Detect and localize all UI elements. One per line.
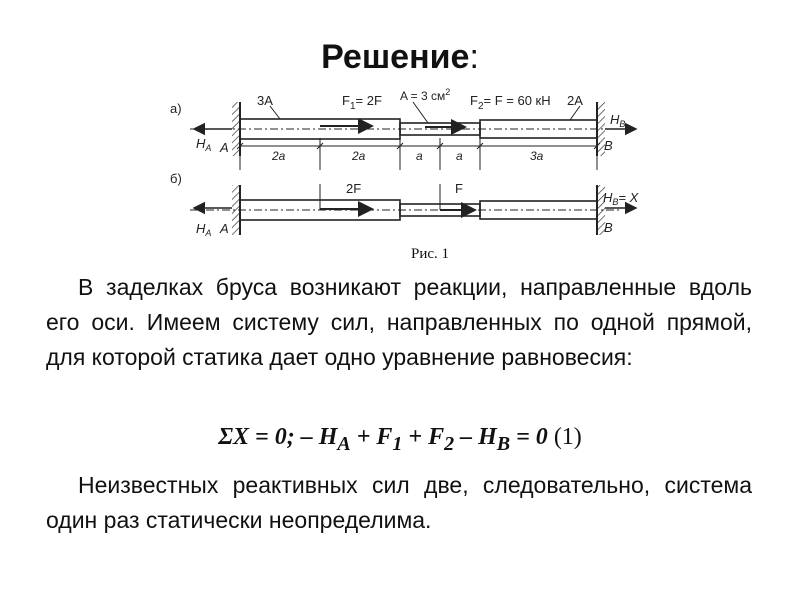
dim-2a-2: 2a bbox=[352, 149, 366, 163]
reaction-hb-b-symbol: H bbox=[603, 190, 613, 205]
reaction-ha-symbol: H bbox=[196, 136, 206, 151]
force-f2-value: = F = 60 кН bbox=[483, 93, 551, 108]
eq-sub-2: 1 bbox=[392, 432, 403, 455]
beam-figure bbox=[160, 80, 640, 240]
eq-part-5: = 0 bbox=[510, 424, 548, 450]
reaction-ha-b-symbol: H bbox=[196, 221, 206, 236]
reaction-ha-b-sub: A bbox=[205, 228, 212, 238]
dim-a-2: a bbox=[456, 149, 463, 163]
force-f2-sub: 2 bbox=[477, 101, 484, 112]
area-label bbox=[400, 87, 450, 103]
eq-part-2: + F bbox=[350, 424, 393, 450]
force-f2-label bbox=[470, 93, 551, 112]
support-a-b-label: A bbox=[220, 221, 229, 236]
force-f1-sub: 1 bbox=[349, 101, 356, 112]
reaction-hb-b-label bbox=[603, 190, 640, 207]
paragraph-1: В заделках бруса возникают реакции, направленные вдоль его оси. Имеем систему сил, направленных по одной прямой, для которой статика дает одно уравнение равновесия: bbox=[46, 274, 752, 370]
reaction-hb-b-value: = X bbox=[618, 190, 639, 205]
reaction-hb-symbol: H bbox=[610, 112, 620, 127]
eq-part-1: ΣX = 0; – H bbox=[218, 424, 338, 450]
force-f2-symbol: F bbox=[470, 93, 478, 108]
reaction-ha-sub: A bbox=[205, 143, 212, 153]
label-a: а) bbox=[170, 101, 182, 116]
title-colon: : bbox=[469, 38, 479, 76]
title-text: Решение bbox=[321, 38, 470, 76]
force-f-label: F bbox=[455, 181, 463, 196]
eq-part-3: + F bbox=[402, 424, 445, 450]
support-b-label: B bbox=[604, 138, 613, 153]
label-b: б) bbox=[170, 171, 182, 186]
reaction-hb-b-sub: B bbox=[612, 197, 619, 207]
figure-caption: Рис. 1 bbox=[410, 246, 450, 262]
dim-3a: 3a bbox=[530, 149, 544, 163]
reaction-ha-label bbox=[196, 136, 211, 153]
eq-part-4: – H bbox=[454, 424, 497, 450]
paragraph-2: Неизвестных реактивных сил две, следовательно, система один раз статически неопределима. bbox=[46, 472, 752, 533]
equation-number: (1) bbox=[553, 424, 582, 450]
equilibrium-equation bbox=[0, 424, 800, 456]
section-3a-label: 3A bbox=[257, 93, 273, 108]
support-b-b-label: B bbox=[604, 220, 613, 235]
section-2a-label: 2A bbox=[567, 93, 583, 108]
force-f1-value: = 2F bbox=[355, 93, 382, 108]
support-a-label: A bbox=[220, 140, 229, 155]
dim-a-1: a bbox=[416, 149, 423, 163]
area-sup: 2 bbox=[445, 87, 451, 97]
reaction-ha-b-label bbox=[196, 221, 211, 238]
force-f1-label bbox=[342, 93, 382, 112]
reaction-hb-label bbox=[610, 112, 625, 129]
dim-2a-1: 2a bbox=[272, 149, 286, 163]
eq-sub-1: A bbox=[337, 432, 351, 455]
reaction-hb-sub: B bbox=[619, 119, 626, 129]
force-f1-symbol: F bbox=[342, 93, 350, 108]
slide-title bbox=[0, 38, 800, 77]
area-text: A = 3 см bbox=[400, 89, 446, 103]
eq-sub-3: 2 bbox=[444, 432, 455, 455]
eq-sub-4: B bbox=[496, 432, 511, 455]
force-2f-label: 2F bbox=[346, 181, 362, 196]
